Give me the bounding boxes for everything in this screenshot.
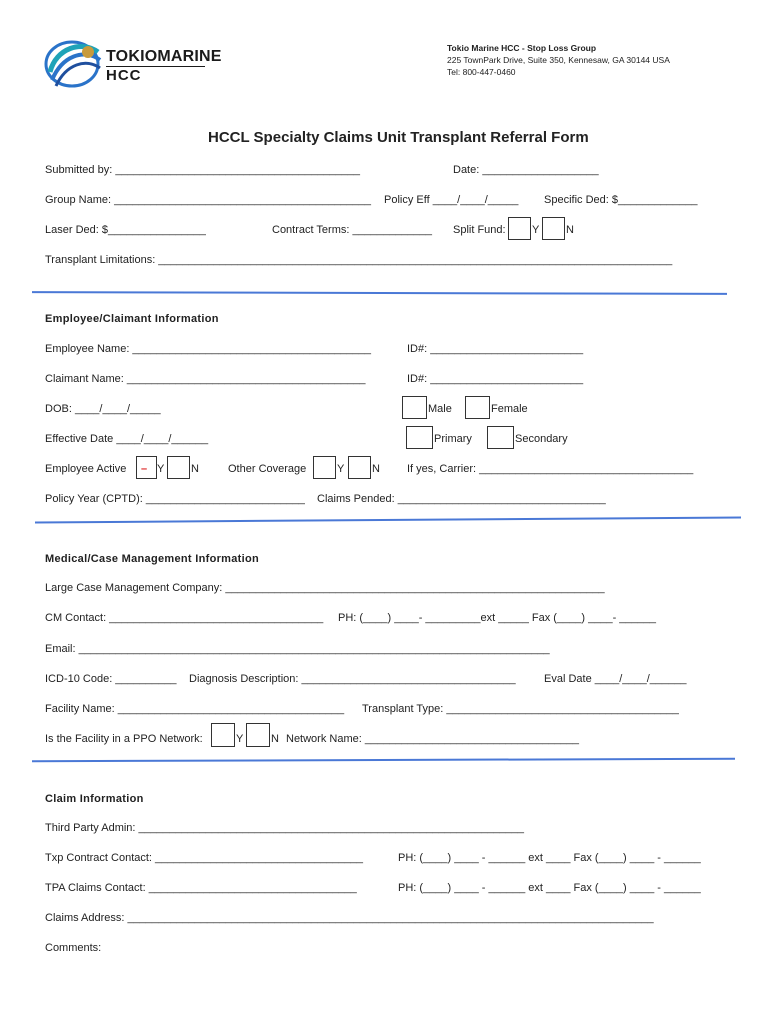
contract-terms-field[interactable]: Contract Terms: _____________ <box>272 224 433 236</box>
diagnosis-field[interactable]: Diagnosis Description: ___________________________________ <box>189 673 516 685</box>
company-address: 225 TownPark Drive, Suite 350, Kennesaw, GA 30144 USA <box>447 55 670 65</box>
employee-active-mark: – <box>141 463 148 475</box>
split-fund-label: Split Fund: <box>453 224 506 236</box>
employee-active-label: Employee Active <box>45 463 127 475</box>
other-coverage-no-label: N <box>372 463 380 475</box>
other-coverage-label: Other Coverage <box>228 463 307 475</box>
large-case-company-field[interactable]: Large Case Management Company: ______________________________________________________________ <box>45 582 605 594</box>
submitted-by-field[interactable]: Submitted by: ________________________________________ <box>45 164 361 176</box>
secondary-checkbox[interactable] <box>487 426 514 449</box>
other-coverage-yes-checkbox[interactable] <box>313 456 336 479</box>
employee-section-heading: Employee/Claimant Information <box>45 313 219 325</box>
ppo-no-checkbox[interactable] <box>246 723 270 747</box>
eval-date-field[interactable]: Eval Date ____/____/______ <box>544 673 687 685</box>
male-label: Male <box>428 403 452 415</box>
other-coverage-yes-label: Y <box>337 463 345 475</box>
split-fund-yes-checkbox[interactable] <box>508 217 531 240</box>
policy-eff-field[interactable]: Policy Eff ____/____/_____ <box>384 194 519 206</box>
logo-wordmark-line2: HCC <box>106 67 142 84</box>
employee-name-field[interactable]: Employee Name: _______________________________________ <box>45 343 372 355</box>
network-name-field[interactable]: Network Name: ___________________________________ <box>286 733 579 745</box>
tpa-claims-contact-field[interactable]: TPA Claims Contact: __________________________________ <box>45 882 357 894</box>
split-fund-no-label: N <box>566 224 574 236</box>
logo-mark-icon <box>42 38 104 90</box>
txp-contract-contact-field[interactable]: Txp Contract Contact: __________________________________ <box>45 852 364 864</box>
facility-name-field[interactable]: Facility Name: _____________________________________ <box>45 703 345 715</box>
section-divider <box>32 758 735 762</box>
primary-checkbox[interactable] <box>406 426 433 449</box>
section-divider <box>35 517 741 524</box>
email-field[interactable]: Email: _____________________________________________________________________________ <box>45 643 550 655</box>
female-checkbox[interactable] <box>465 396 490 419</box>
transplant-limitations-field[interactable]: Transplant Limitations: ____________________________________________________________________________________ <box>45 254 673 266</box>
female-label: Female <box>491 403 528 415</box>
claimant-name-field[interactable]: Claimant Name: _______________________________________ <box>45 373 366 385</box>
laser-ded-field[interactable]: Laser Ded: $________________ <box>45 224 206 236</box>
effective-date-field[interactable]: Effective Date ____/____/______ <box>45 433 209 445</box>
ppo-question-label: Is the Facility in a PPO Network: <box>45 733 203 745</box>
ppo-yes-checkbox[interactable] <box>211 723 235 747</box>
split-fund-no-checkbox[interactable] <box>542 217 565 240</box>
tpa-phone-fax-field[interactable]: PH: (____) ____ - ______ ext ____ Fax (____) ____ - ______ <box>398 882 701 894</box>
section-divider <box>32 291 727 295</box>
employee-active-yes-label: Y <box>157 463 165 475</box>
claims-pended-field[interactable]: Claims Pended: __________________________________ <box>317 493 606 505</box>
claim-section-heading: Claim Information <box>45 793 144 805</box>
transplant-type-field[interactable]: Transplant Type: ______________________________________ <box>362 703 679 715</box>
other-coverage-no-checkbox[interactable] <box>348 456 371 479</box>
cm-phone-fax-field[interactable]: PH: (____) ____- _________ext _____ Fax (____) ____- ______ <box>338 612 657 624</box>
claimant-id-field[interactable]: ID#: _________________________ <box>407 373 584 385</box>
icd10-field[interactable]: ICD-10 Code: __________ <box>45 673 177 685</box>
specific-ded-field[interactable]: Specific Ded: $_____________ <box>544 194 698 206</box>
group-name-field[interactable]: Group Name: __________________________________________ <box>45 194 372 206</box>
primary-label: Primary <box>434 433 472 445</box>
third-party-admin-field[interactable]: Third Party Admin: _______________________________________________________________ <box>45 822 524 834</box>
company-name: Tokio Marine HCC - Stop Loss Group <box>447 43 597 53</box>
claims-address-field[interactable]: Claims Address: ______________________________________________________________________________________ <box>45 912 654 924</box>
male-checkbox[interactable] <box>402 396 427 419</box>
txp-phone-fax-field[interactable]: PH: (____) ____ - ______ ext ____ Fax (____) ____ - ______ <box>398 852 701 864</box>
employee-active-no-label: N <box>191 463 199 475</box>
comments-label: Comments: <box>45 942 102 954</box>
dob-field[interactable]: DOB: ____/____/_____ <box>45 403 161 415</box>
cm-contact-field[interactable]: CM Contact: ___________________________________ <box>45 612 324 624</box>
company-phone: Tel: 800-447-0460 <box>447 67 516 77</box>
medical-section-heading: Medical/Case Management Information <box>45 553 260 565</box>
split-fund-yes-label: Y <box>532 224 540 236</box>
secondary-label: Secondary <box>515 433 568 445</box>
logo-wordmark-line1: TOKIOMARINE <box>106 48 222 65</box>
ppo-yes-label: Y <box>236 733 244 745</box>
employee-id-field[interactable]: ID#: _________________________ <box>407 343 584 355</box>
form-title: HCCL Specialty Claims Unit Transplant Referral Form <box>208 129 589 146</box>
policy-year-field[interactable]: Policy Year (CPTD): __________________________ <box>45 493 305 505</box>
employee-active-no-checkbox[interactable] <box>167 456 190 479</box>
ppo-no-label: N <box>271 733 279 745</box>
date-field[interactable]: Date: ___________________ <box>453 164 599 176</box>
carrier-field[interactable]: If yes, Carrier: ___________________________________ <box>407 463 694 475</box>
